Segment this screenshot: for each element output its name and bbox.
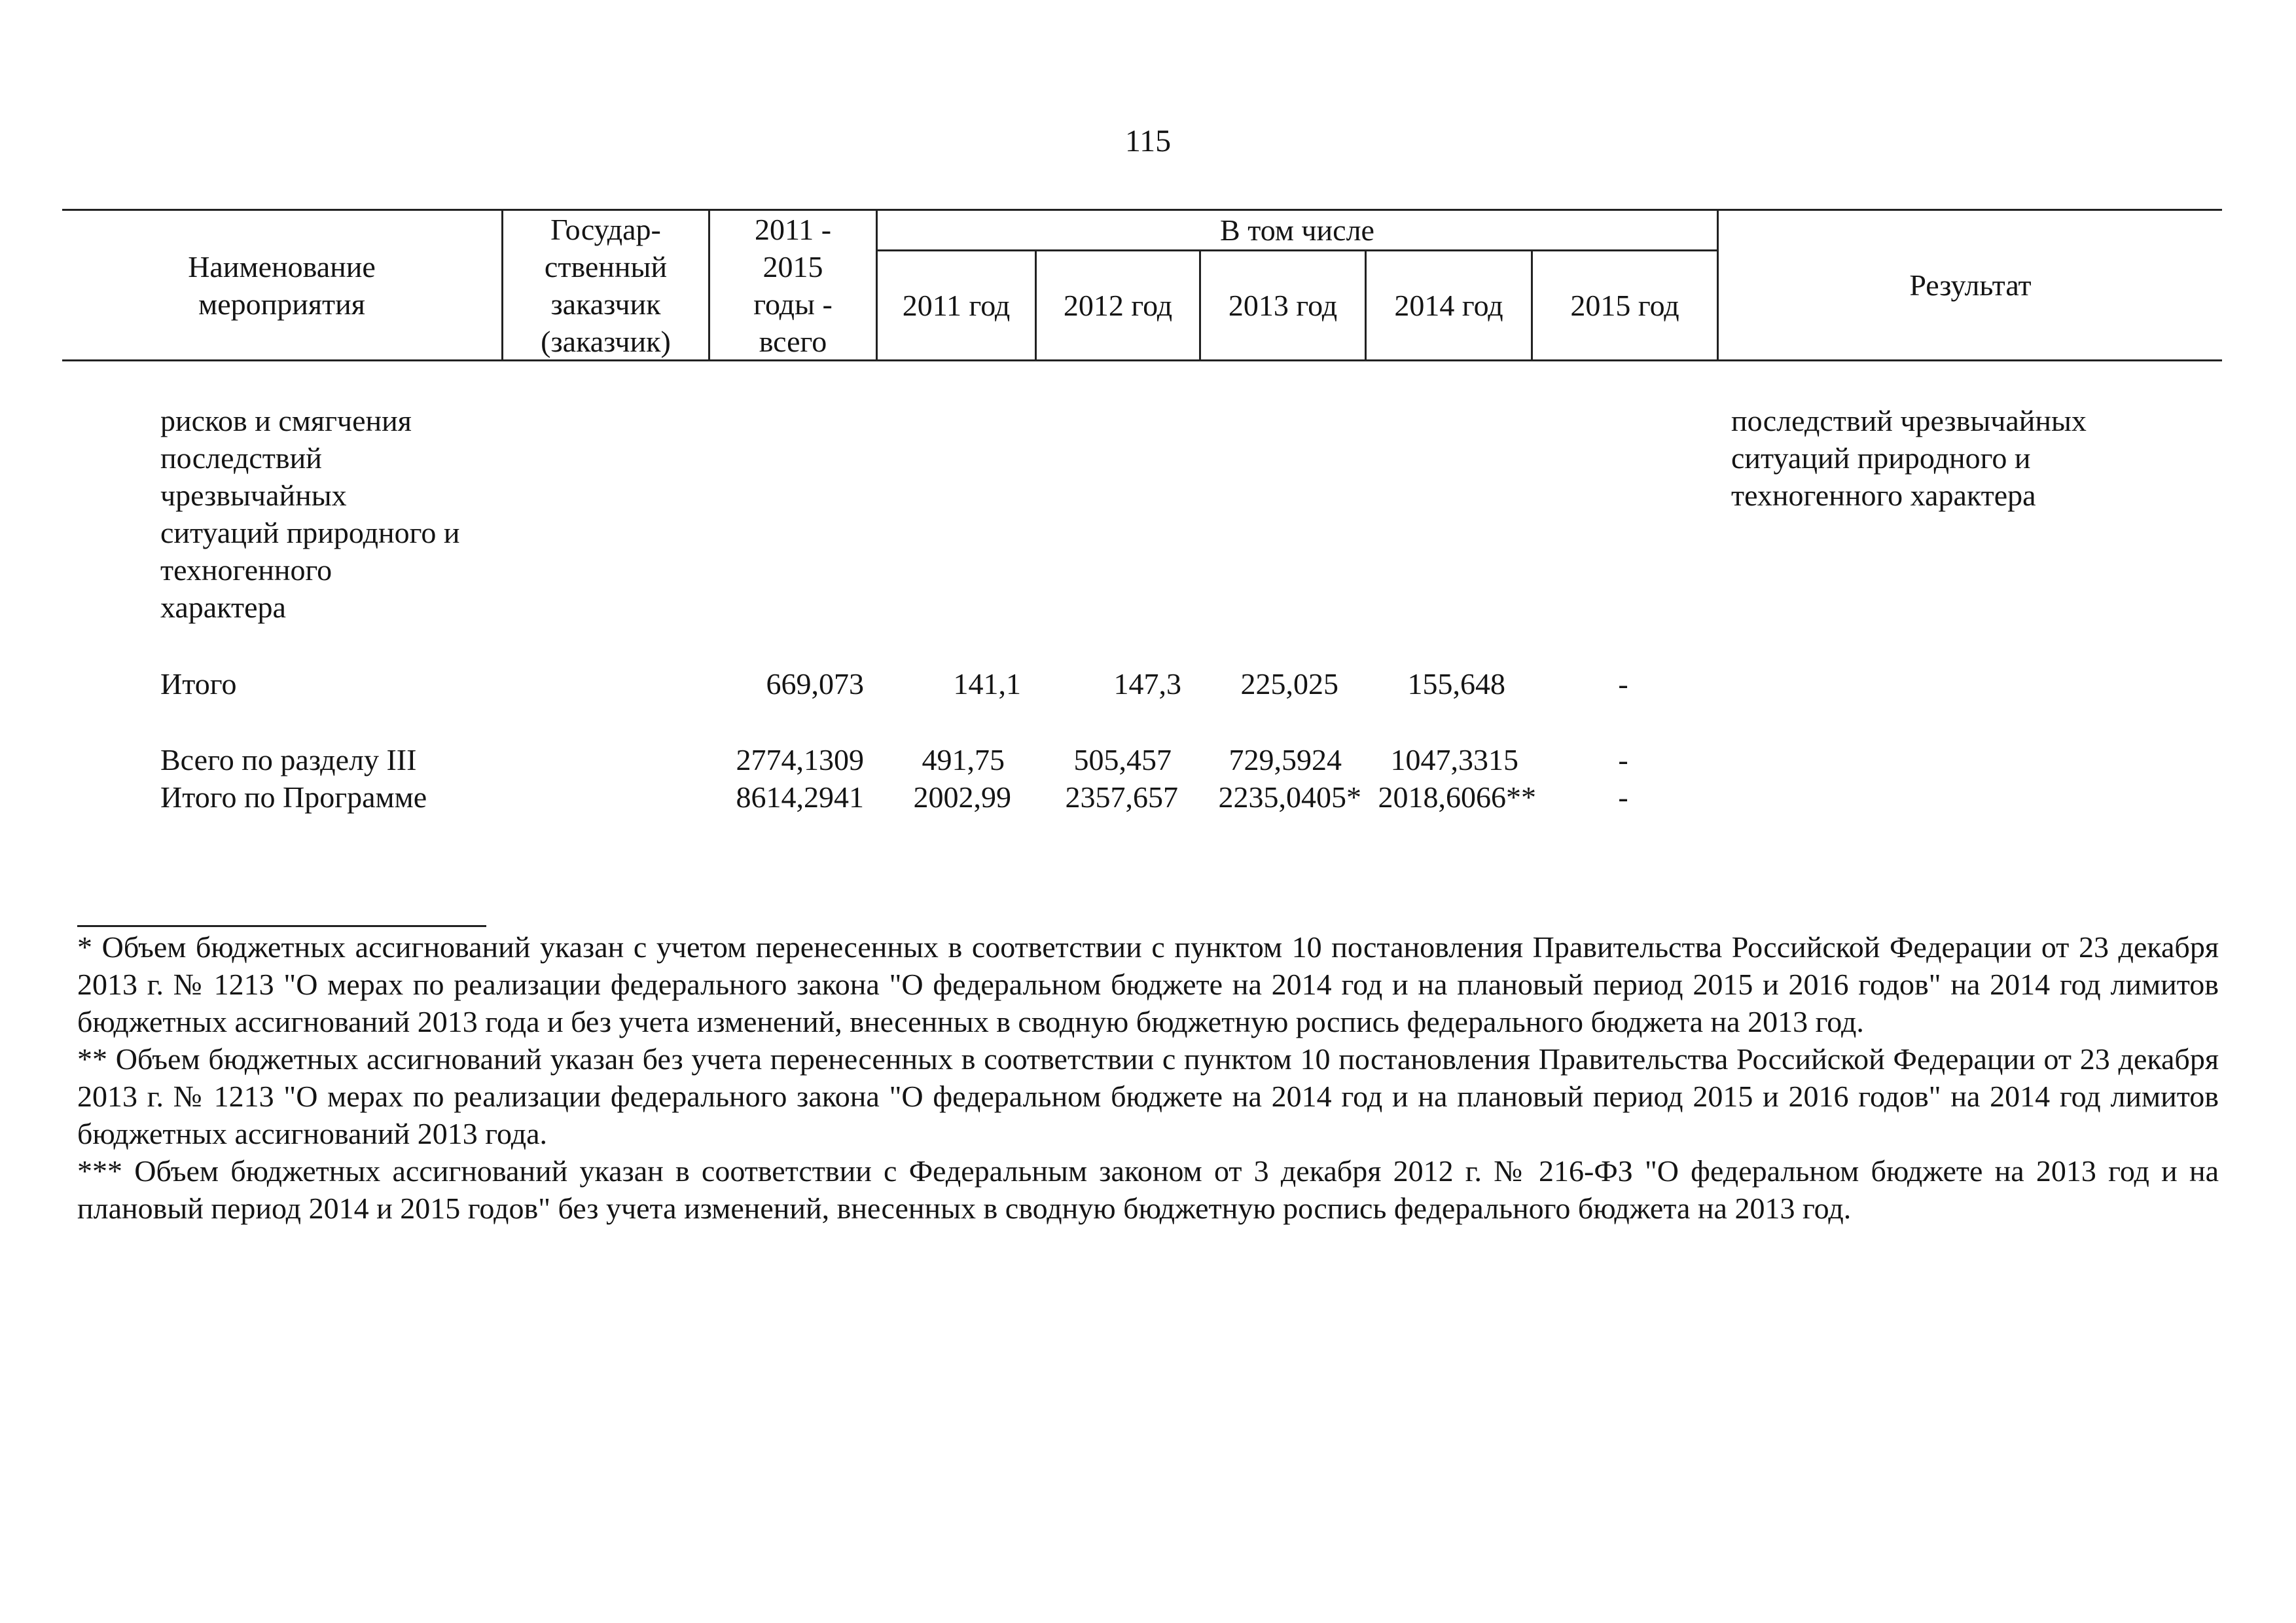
footnote-2: ** Объем бюджетных ассигнований указан без учета перенесенных в соответствии с пунктом 10 постановления Правительства Российской Федерации от 23 декабря 2013 г. № 1213 "О мерах по реализации федерального закона "О федеральном бюджете на 2014 год и на плановый период 2015 и 2016 годов" на 2014 год лимитов бюджетных ассигнований 2013 года. bbox=[77, 1042, 2219, 1150]
continued-result bbox=[1731, 402, 2215, 514]
header-including: В том числе bbox=[1220, 213, 1374, 247]
row-itogo-2011: 141,1 bbox=[953, 667, 1021, 701]
row-program-2013: 2235,0405* bbox=[1218, 780, 1361, 814]
header-customer-line: (заказчик) bbox=[541, 324, 671, 358]
row-section-2012: 505,457 bbox=[1073, 743, 1172, 776]
result-line: ситуаций природного и bbox=[1731, 441, 2031, 475]
row-section-2014: 1047,3315 bbox=[1390, 743, 1518, 776]
footnotes bbox=[77, 928, 2219, 1227]
footnote-separator bbox=[77, 925, 486, 927]
row-itogo-2012: 147,3 bbox=[1113, 667, 1181, 701]
row-label-itogo: Итого bbox=[160, 667, 237, 701]
measure-name-line: техногенного bbox=[160, 553, 332, 587]
header-name bbox=[62, 211, 501, 359]
row-itogo-2014: 155,648 bbox=[1407, 667, 1505, 701]
header-year-2014: 2014 год bbox=[1394, 289, 1503, 322]
header-year-2013: 2013 год bbox=[1228, 289, 1338, 322]
result-line: техногенного характера bbox=[1731, 479, 2036, 512]
row-section-total: 2774,1309 bbox=[736, 743, 864, 776]
row-label-program-total: Итого по Программе bbox=[160, 780, 427, 814]
footnote-3: *** Объем бюджетных ассигнований указан в соответствии с Федеральным законом от 3 декабря 2012 г. № 216-ФЗ "О федеральном бюджете на 2013 год и на плановый период 2014 и 2015 годов" без учета изменений, внесенных в сводную бюджетную роспись федерального бюджета на 2013 год. bbox=[77, 1154, 2219, 1225]
row-itogo-2013: 225,025 bbox=[1240, 667, 1338, 701]
row-section-2015: - bbox=[1618, 743, 1628, 776]
measure-name-line: ситуаций природного и bbox=[160, 516, 460, 549]
continued-measure-name bbox=[160, 402, 501, 626]
result-line: последствий чрезвычайных bbox=[1731, 404, 2087, 437]
row-section-2011: 491,75 bbox=[922, 743, 1005, 776]
measure-name-line: характера bbox=[160, 591, 286, 624]
header-total bbox=[710, 211, 876, 359]
header-customer bbox=[503, 211, 708, 359]
row-itogo-total: 669,073 bbox=[766, 667, 864, 701]
page-number: 115 bbox=[1124, 124, 1172, 158]
measure-name-line: последствий bbox=[160, 441, 322, 475]
header-total-line: 2015 bbox=[762, 249, 823, 283]
table-header-bottom-rule bbox=[62, 359, 2222, 361]
header-year-2015: 2015 год bbox=[1570, 289, 1679, 322]
row-itogo-2015: - bbox=[1618, 667, 1628, 701]
header-total-line: 2011 - bbox=[754, 212, 832, 246]
header-year-2011: 2011 год bbox=[902, 289, 1011, 322]
header-customer-line: ственный bbox=[544, 249, 668, 283]
header-customer-line: заказчик bbox=[550, 287, 661, 321]
row-program-2015: - bbox=[1618, 780, 1628, 814]
row-program-total: 8614,2941 bbox=[736, 780, 864, 814]
measure-name-line: рисков и смягчения bbox=[160, 404, 412, 437]
header-total-line: всего bbox=[759, 324, 827, 358]
header-customer-line: Государ- bbox=[550, 212, 661, 246]
row-section-2013: 729,5924 bbox=[1229, 743, 1342, 776]
header-name-line: Наименование bbox=[188, 249, 376, 283]
row-program-2012: 2357,657 bbox=[1065, 780, 1178, 814]
header-name-line: мероприятия bbox=[198, 287, 365, 321]
row-label-section-total: Всего по разделу III bbox=[160, 743, 417, 776]
measure-name-line: чрезвычайных bbox=[160, 479, 347, 512]
header-total-line: годы - bbox=[753, 287, 833, 321]
row-program-2011: 2002,99 bbox=[913, 780, 1011, 814]
header-result: Результат bbox=[1909, 268, 2032, 302]
footnote-1: * Объем бюджетных ассигнований указан с учетом перенесенных в соответствии с пунктом 10 постановления Правительства Российской Федерации от 23 декабря 2013 г. № 1213 "О мерах по реализации федерального закона "О федеральном бюджете на 2014 год и на плановый период 2015 и 2016 годов" на 2014 год лимитов бюджетных ассигнований 2013 года и без учета изменений, внесенных в сводную бюджетную роспись федерального бюджета на 2013 год. bbox=[77, 930, 2219, 1038]
row-program-2014: 2018,6066** bbox=[1378, 780, 1536, 814]
header-year-2012: 2012 год bbox=[1063, 289, 1173, 322]
